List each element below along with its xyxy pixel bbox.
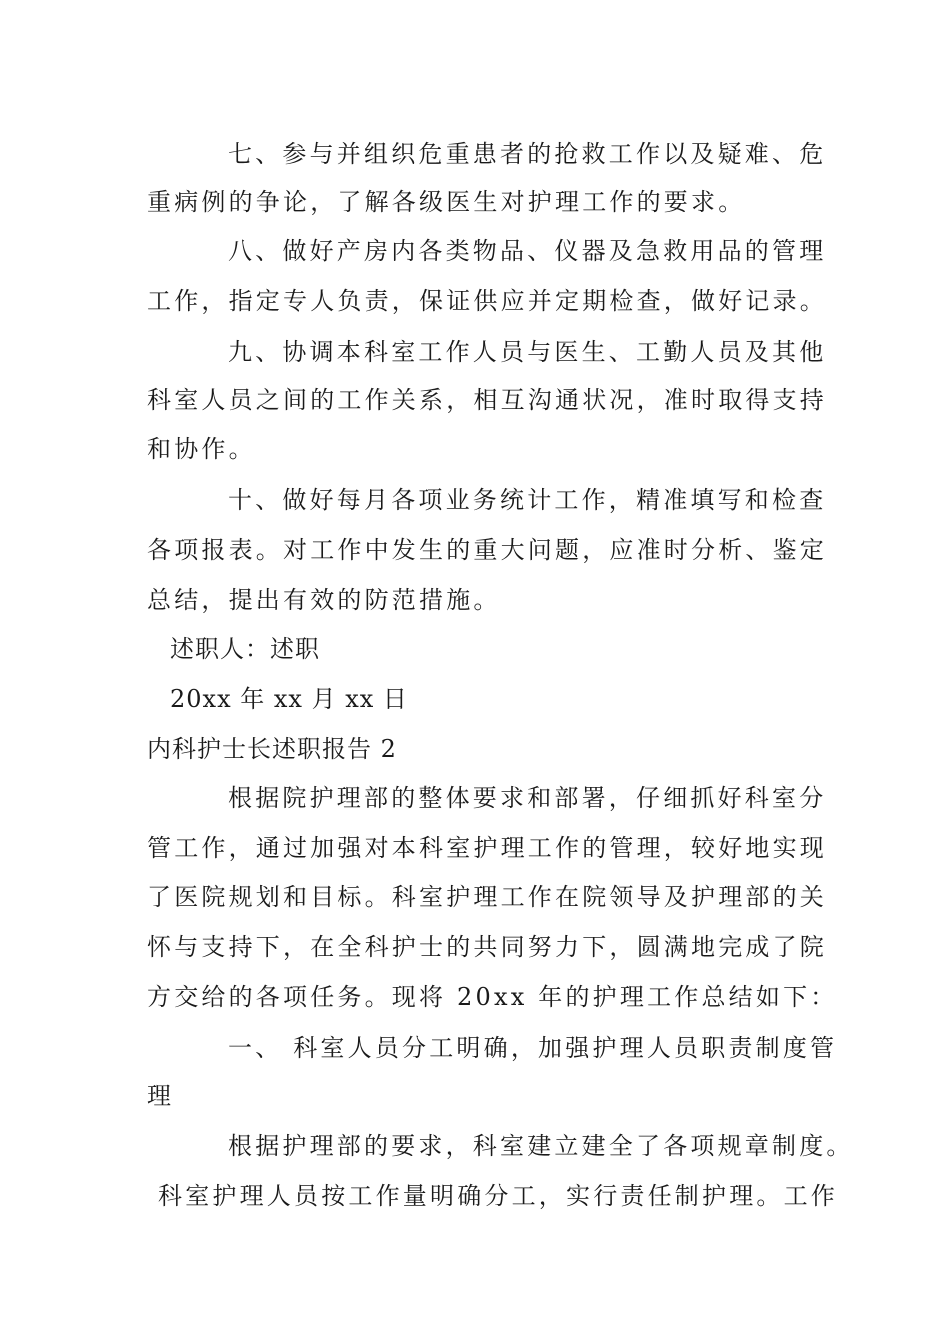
paragraph-line: 根据院护理部的整体要求和部署，仔细抓好科室分 [228,784,827,812]
paragraph-line: 方交给的各项任务。现将 20xx 年的护理工作总结如下： [147,983,838,1011]
paragraph-line: 科室人员之间的工作关系，相互沟通状况，准时取得支持 [147,386,827,414]
paragraph-line: 各项报表。对工作中发生的重大问题，应准时分析、鉴定 [147,536,827,564]
section-heading-line: 理 [147,1082,175,1110]
paragraph-line: 八、做好产房内各类物品、仪器及急救用品的管理 [228,237,827,265]
report-title: 内科护士长述职报告 2 [147,735,397,763]
signature-line: 述职人：述职 [170,635,320,663]
paragraph-line: 了医院规划和目标。科室护理工作在院领导及护理部的关 [147,883,827,911]
section-heading-line: 一、 科室人员分工明确，加强护理人员职责制度管 [228,1034,838,1062]
paragraph-line: 重病例的争论，了解各级医生对护理工作的要求。 [147,188,746,216]
date-line: 20xx 年 xx 月 xx 日 [170,685,408,713]
paragraph-line: 七、参与并组织危重患者的抢救工作以及疑难、危 [228,140,827,168]
paragraph-line: 和协作。 [147,435,256,463]
paragraph-line: 九、协调本科室工作人员与医生、工勤人员及其他 [228,338,827,366]
paragraph-line: 怀与支持下，在全科护士的共同努力下，圆满地完成了院 [147,933,827,961]
paragraph-line: 十、做好每月各项业务统计工作，精准填写和检查 [228,486,827,514]
paragraph-line: 根据护理部的要求，科室建立建全了各项规章制度。 [228,1132,854,1160]
paragraph-line: 科室护理人员按工作量明确分工，实行责任制护理。工作 [158,1182,838,1210]
paragraph-line: 管工作，通过加强对本科室护理工作的管理，较好地实现 [147,834,827,862]
paragraph-line: 总结，提出有效的防范措施。 [147,586,501,614]
paragraph-line: 工作，指定专人负责，保证供应并定期检查，做好记录。 [147,287,827,315]
